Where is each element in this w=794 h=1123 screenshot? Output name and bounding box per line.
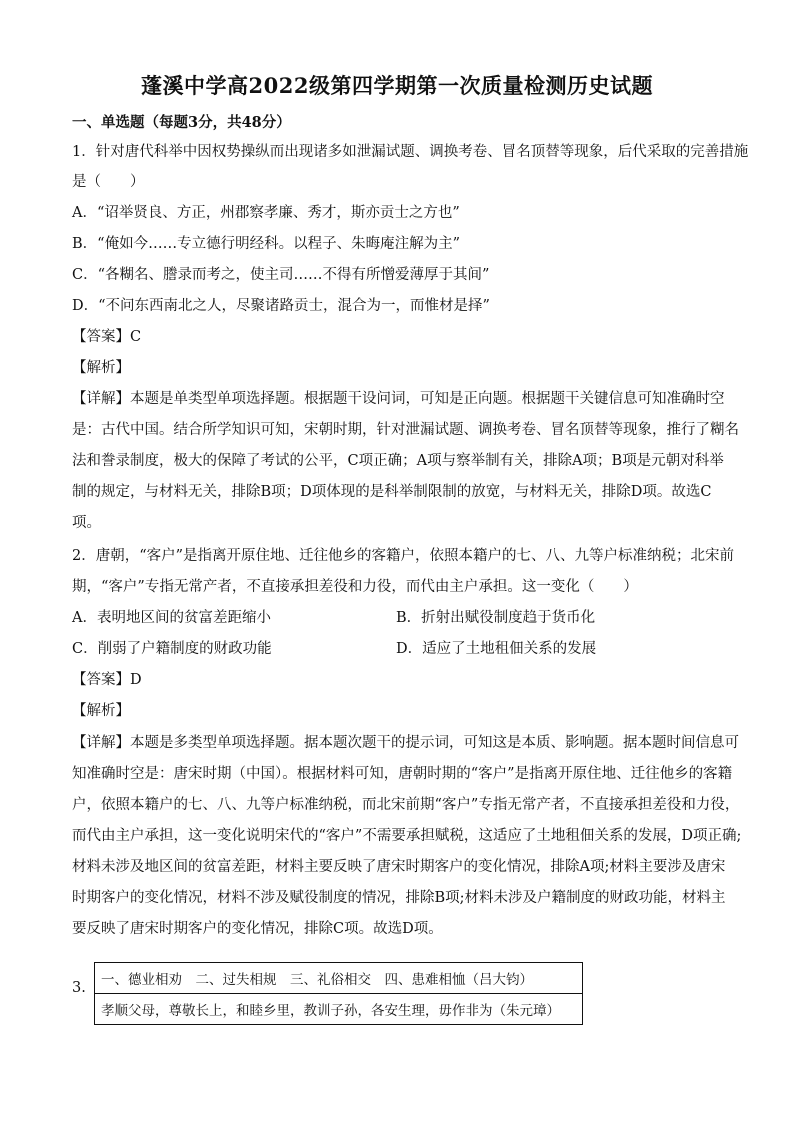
q2-option-d: D．适应了土地租佃关系的发展 [396, 641, 597, 657]
q1-option-a: A．“诏举贤良、方正，州郡察孝廉、秀才，斯亦贡士之方也” [72, 205, 460, 221]
q2-detail-line: 【详解】本题是多类型单项选择题。据本题次题干的提示词，可知这是本质、影响题。据本题时间信息可 [72, 735, 739, 751]
q1-answer: 【答案】C [72, 329, 142, 345]
q2-option-c: C．削弱了户籍制度的财政功能 [72, 641, 272, 657]
q3-number: 3. [72, 980, 86, 996]
q2-answer: 【答案】D [72, 672, 142, 688]
q3-row-2: 孝顺父母，尊敬长上，和睦乡里，教训子孙，各安生理，毋作非为（朱元璋） [95, 994, 583, 1025]
q2-stem-line-1: 2．唐朝，“客户”是指离开原住地、迁往他乡的客籍户，依照本籍户的七、八、九等户标准纳税；北宋前 [72, 548, 735, 564]
q2-detail-line: 材料未涉及地区间的贫富差距，材料主要反映了唐宋时期客户的变化情况，排除A项;材料主要涉及唐宋 [72, 859, 726, 875]
q1-stem-line-2: 是（ ） [72, 174, 145, 190]
q2-stem-line-2: 期，“客户”专指无常产者，不直接承担差役和力役，而代由主户承担。这一变化（ ） [72, 579, 638, 595]
q2-detail-line: 而代由主户承担，这一变化说明宋代的“客户”不需要承担赋税，这适应了土地租佃关系的发展，D项正确; [72, 828, 742, 844]
exam-title: 蓬溪中学高2022级第四学期第一次质量检测历史试题 [141, 73, 653, 98]
q1-analysis-label: 【解析】 [72, 360, 130, 376]
q1-option-d: D．“不问东西南北之人，尽聚诸路贡士，混合为一，而惟材是择” [72, 298, 490, 314]
q2-analysis-label: 【解析】 [72, 703, 130, 719]
q1-option-b: B．“俺如今……专立德行明经科。以程子、朱晦庵注解为主” [72, 236, 460, 252]
section-heading: 一、单选题（每题3分，共48分） [72, 114, 291, 131]
q1-detail-line: 法和誊录制度，极大的保障了考试的公平，C项正确；A项与察举制有关，排除A项；B项是元朝对科举 [72, 453, 724, 469]
q2-option-a: A．表明地区间的贫富差距缩小 [72, 610, 271, 626]
q1-option-c: C．“各糊名、謄录而考之，使主司……不得有所憎爱薄厚于其间” [72, 267, 490, 283]
q1-detail-line: 是：古代中国。结合所学知识可知，宋朝时期，针对泄漏试题、调换考卷、冒名顶替等现象，推行了糊名 [72, 422, 739, 438]
q2-option-b: B．折射出赋役制度趋于货币化 [396, 610, 596, 626]
q1-stem-line-1: 1．针对唐代科举中因权势操纵而出现诸多如泄漏试题、调换考卷、冒名顶替等现象，后代采取的完善措施 [72, 144, 749, 160]
table-row [95, 994, 583, 1025]
table-row [95, 963, 583, 994]
q2-detail-line: 知准确时空是：唐宋时期（中国）。根据材料可知，唐朝时期的“客户”是指离开原住地、迁往他乡的客籍 [72, 766, 733, 782]
q2-detail-line: 时期客户的变化情况，材料不涉及赋役制度的情况，排除B项;材料未涉及户籍制度的财政功能，材料主 [72, 890, 726, 906]
q1-detail-line: 项。 [72, 515, 101, 531]
q3-quote-table [94, 962, 583, 1025]
q1-detail-line: 制的规定，与材料无关，排除B项；D项体现的是科举制限制的放宽，与材料无关，排除D项。故选C [72, 484, 712, 500]
q1-detail-line: 【详解】本题是单类型单项选择题。根据题干设问词，可知是正向题。根据题干关键信息可知准确时空 [72, 391, 725, 407]
q2-detail-line: 户，依照本籍户的七、八、九等户标准纳税，而北宋前期“客户”专指无常产者，不直接承担差役和力役， [72, 797, 740, 813]
q2-detail-line: 要反映了唐宋时期客户的变化情况，排除C项。故选D项。 [72, 921, 443, 937]
q3-row-1: 一、德业相劝 二、过失相规 三、礼俗相交 四、患难相恤（吕大钧） [95, 963, 583, 994]
